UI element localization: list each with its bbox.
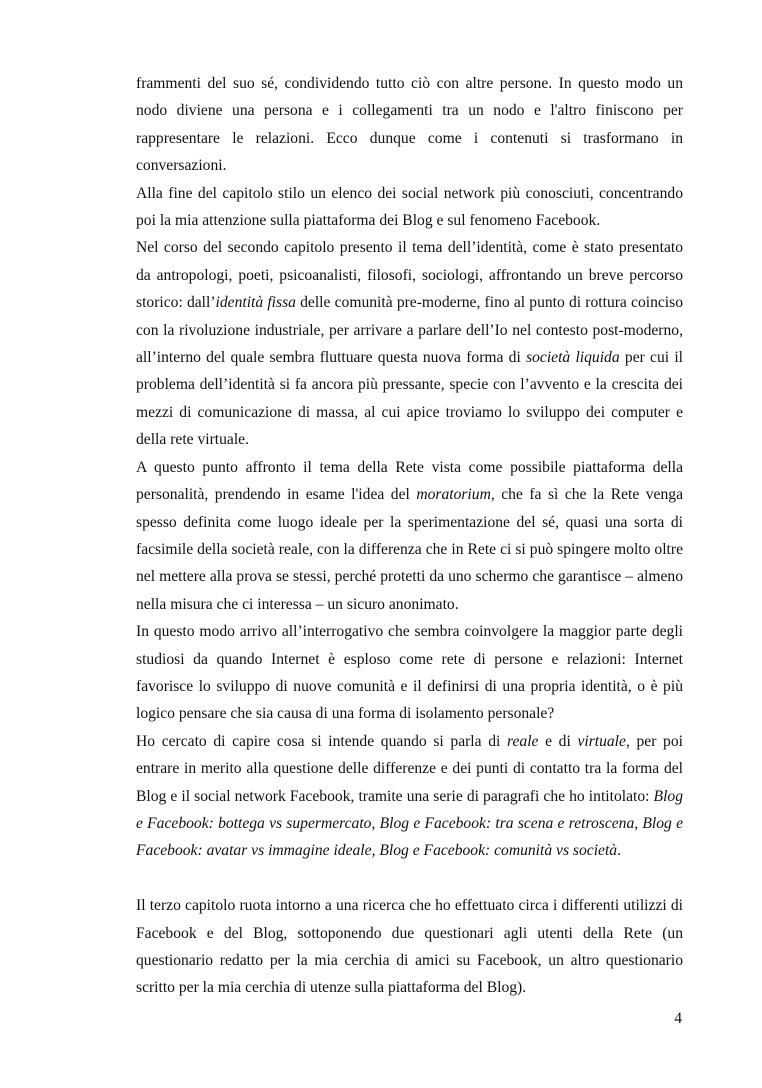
italic-term: moratorium bbox=[416, 486, 491, 504]
text-run: per cui il problema dell’identità si fa ancora più pressante, specie con l’avvento e la crescita dei mezzi di comunicazione di massa, al cui apice troviamo lo sviluppo dei computer e della rete virtuale. bbox=[136, 349, 683, 449]
text-run: e di bbox=[538, 732, 578, 750]
italic-term: reale bbox=[506, 732, 539, 750]
text-run: , che fa sì che la Rete venga spesso definita come luogo ideale per la sperimentazione del sé, quasi una sorta di facsimile della società reale, con la differenza che in Rete ci si può spingere molto oltre nel mettere alla prova se stessi, perché protetti da uno schermo che garantisce – almeno nella misura che ci interessa – un sicuro anonimato. bbox=[136, 486, 683, 613]
text-run: , bbox=[371, 814, 380, 832]
text-run: delle comunità pre-moderne, fino al punto di rottura coinciso con la rivoluzione industriale, per arrivare a parlare dell’Io nel contesto post-moderno, all’interno del quale sembra fluttuare questa nuova forma di bbox=[136, 294, 684, 367]
italic-term: identità fissa bbox=[215, 294, 296, 312]
text-run: , bbox=[371, 842, 380, 860]
text-run: Nel corso del secondo capitolo presento il tema dell’identità, come è stato presentato da antropologi, poeti, psicoanalisti, filosofi, sociologi, affrontando un breve percorso storico: dall’ bbox=[136, 239, 683, 312]
text-run: , per poi entrare in merito alla questione delle differenze e dei punti di contatto tra la forma del Blog e il social network Facebook, tramite una serie di paragrafi che ho intitolato: bbox=[136, 732, 683, 805]
italic-term: Blog e Facebook: tra scena e retroscena bbox=[379, 814, 635, 832]
italic-term: Blog e Facebook: avatar vs immagine ideale bbox=[136, 814, 684, 860]
italic-term: Blog e Facebook: bottega vs supermercato bbox=[136, 787, 683, 832]
paragraph-1 bbox=[136, 70, 683, 180]
text-run: frammenti del suo sé, condividendo tutto ciò con altre persone. In questo modo un nodo diviene una persona e i collegamenti tra un nodo e l'altro finiscono per rappresentare le relazioni. Ecco dunque come i contenuti si trasformano in conversazioni. bbox=[136, 75, 683, 175]
paragraph-6 bbox=[136, 728, 683, 865]
text-run: . bbox=[617, 842, 622, 860]
italic-term: Blog e Facebook: comunità vs società bbox=[379, 842, 618, 860]
document-page bbox=[136, 70, 683, 1002]
paragraph-spacer bbox=[136, 865, 683, 892]
paragraph-2 bbox=[136, 180, 683, 235]
paragraph-3 bbox=[136, 234, 683, 453]
text-run: A questo punto affronto il tema della Rete vista come possibile piattaforma della personalità, prendendo in esame l'idea del bbox=[136, 458, 683, 504]
text-run: , bbox=[634, 814, 643, 832]
text-run: Il terzo capitolo ruota intorno a una ricerca che ho effettuato circa i differenti utilizzi di Facebook e del Blog, sottoponendo due questionari agli utenti della Rete (un questionario redatto per la mia cerchia di amici su Facebook, un altro questionario scritto per la mia cerchia di utenze sulla piattaforma del Blog). bbox=[136, 897, 683, 997]
paragraph-5 bbox=[136, 618, 683, 728]
italic-term: società liquida bbox=[526, 349, 620, 367]
paragraph-4 bbox=[136, 454, 683, 618]
italic-term: virtuale bbox=[577, 732, 626, 750]
text-run: In questo modo arrivo all’interrogativo che sembra coinvolgere la maggior parte degli studiosi da quando Internet è esploso come rete di persone e relazioni: Internet favorisce lo sviluppo di nuove comunità e il definirsi di una propria identità, o è più logico pensare che sia causa di una forma di isolamento personale? bbox=[136, 623, 683, 723]
page-number: 4 bbox=[674, 1010, 682, 1027]
text-run: Ho cercato di capire cosa si intende quando si parla di bbox=[136, 732, 507, 750]
text-run: Alla fine del capitolo stilo un elenco dei social network più conosciuti, concentrando poi la mia attenzione sulla piattaforma dei Blog e sul fenomeno Facebook. bbox=[136, 184, 683, 230]
paragraph-7 bbox=[136, 892, 683, 1002]
